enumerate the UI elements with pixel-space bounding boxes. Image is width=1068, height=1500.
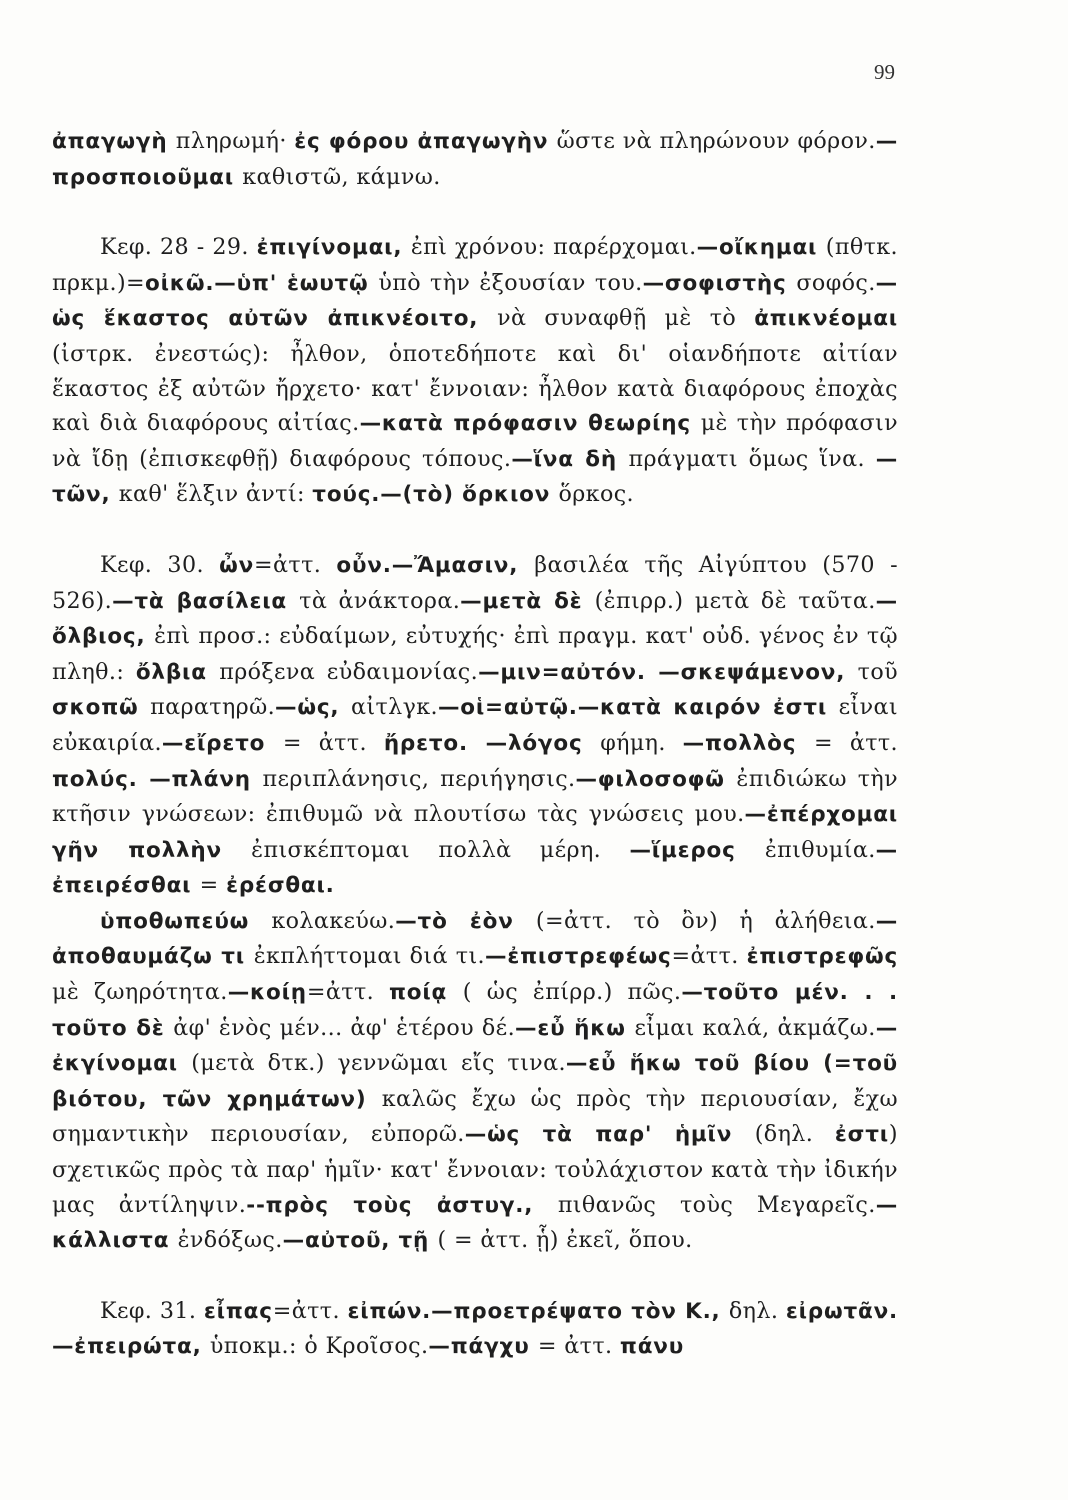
lemma-term: —ἵμερος — [629, 837, 765, 863]
lemma-term: σκοπῶ — [52, 695, 151, 721]
lemma-term: —κοίῃ — [227, 980, 307, 1006]
commentary-text — [52, 124, 898, 1365]
lemma-term: ἀπικνέομαι — [754, 306, 898, 332]
page-number: 99 — [874, 60, 895, 84]
gloss-text: ὅρκος. — [558, 481, 634, 508]
gloss-text: Κεφ. 28 - 29. — [100, 234, 257, 261]
lemma-term: ποίᾳ — [388, 980, 463, 1006]
lemma-term: —κάλλιστα — [52, 1192, 898, 1254]
gloss-text: παρατηρῶ. — [150, 694, 276, 721]
gloss-text: ) σχετικῶς πρὸς τὰ παρ' ἡμῖν· κατ' ἔννοιαν: τοὐλάχιστον κατὰ τὴν ἰδικήν μας ἀντίληψιν. — [52, 1121, 898, 1218]
gloss-text: ὥστε νὰ πληρώνουν φόρον. — [556, 128, 876, 154]
lemma-term: --πρὸς τοὺς ἀστυγ., — [246, 1192, 558, 1218]
gloss-text: =ἀττ. — [306, 979, 389, 1006]
gloss-text: εἶμαι καλά, ἀκμάζω. — [634, 1014, 876, 1041]
gloss-text: Κεφ. 31. — [100, 1297, 204, 1324]
lemma-term: —ὄλβιος, — [52, 588, 898, 650]
lemma-term: —εὖ ἥκω — [515, 1015, 635, 1041]
lemma-term: —κατὰ πρόφασιν θεωρίης — [359, 411, 701, 437]
lemma-term: —ὡς, — [275, 695, 351, 721]
lemma-term: —εἴρετο — [161, 730, 283, 756]
gloss-text: βασιλέα τῆς Αἰγύπτου (570 - 526). — [52, 551, 898, 614]
gloss-text: ( = ἀττ. ᾗ) ἐκεῖ, ὅπου. — [437, 1227, 693, 1254]
gloss-text: σοφός. — [796, 269, 876, 296]
lemma-term: —ὡς ἕκαστος αὐτῶν ἀπικνέοιτο, — [52, 270, 898, 332]
gloss-text: (ἰστρκ. ἐνεστώς): ἦλθον, ὁποτεδήποτε καὶ δι' οἱανδήποτε αἰτίαν ἕκαστος ἐξ αὐτῶν ἤρχετο· κατ' ἔννοιαν: ἦλθον κατὰ διαφόρους ἐποχὰς καὶ διὰ διαφόρους αἰτίας. — [52, 340, 898, 437]
gloss-text: =ἀττ. — [272, 1297, 348, 1324]
lemma-term: πολύς. —πλάνη — [52, 766, 263, 792]
lemma-term: —ὡς τὰ παρ' ἡμῖν — [464, 1122, 755, 1148]
paragraph — [52, 230, 898, 513]
gloss-text: = ἀττ. — [813, 729, 899, 756]
gloss-text: = ἀττ. — [282, 729, 384, 756]
gloss-text: (=ἀττ. τὸ ὂν) ἡ ἀλήθεια. — [535, 907, 876, 934]
lemma-term: —ἀποθαυμάζω τι — [52, 908, 899, 970]
gloss-text: δηλ. — [728, 1297, 786, 1324]
lemma-term: —φιλοσοφῶ — [575, 766, 737, 792]
gloss-text: τὰ ἀνάκτορα. — [299, 587, 461, 614]
gloss-text: κολακεύω. — [271, 907, 396, 934]
lemma-term: ὑποθωπεύω — [100, 908, 272, 934]
gloss-text: = ἀττ. — [537, 1333, 620, 1360]
lemma-term: ἐς φόρου ἀπαγωγὴν — [294, 129, 557, 154]
gloss-text: αἰτλγκ. — [350, 694, 438, 721]
gloss-text: (ἐπιρρ.) μετὰ δὲ ταῦτα. — [594, 587, 876, 614]
gloss-text: μὲ ζωηρότητα. — [52, 979, 228, 1006]
gloss-text: ὑποκμ.: ὁ Κροῖσος. — [209, 1333, 429, 1360]
lemma-term: ἤρετο. —λόγος — [383, 730, 601, 756]
paragraph — [52, 124, 898, 195]
paragraph — [52, 1294, 898, 1365]
gloss-text: εἶναι εὐκαιρία. — [52, 694, 898, 756]
gloss-text: φήμη. — [600, 729, 683, 756]
lemma-term: —τὰ βασίλεια — [112, 588, 300, 614]
lemma-term: οὖν.—Ἄμασιν, — [336, 552, 535, 578]
lemma-term: ἐστι — [834, 1122, 889, 1148]
lemma-term: —τῶν, — [52, 446, 898, 508]
gloss-text: = — [199, 872, 227, 899]
gloss-text: ἐπιθυμία. — [764, 836, 876, 863]
lemma-term: —μιν=αὐτόν. —σκεψάμενον, — [478, 659, 858, 685]
lemma-term: —σοφιστὴς — [642, 270, 797, 296]
lemma-term: —πολλὸς — [682, 730, 814, 756]
lemma-term: —προσποιοῦμαι — [52, 129, 899, 190]
lemma-term: εἰπών.—προετρέψατο τὸν Κ., — [347, 1298, 729, 1324]
gloss-text: τοῦ — [857, 658, 898, 685]
lemma-term: —ἵνα δὴ — [511, 446, 629, 472]
lemma-term: ἀπαγωγὴ — [52, 129, 176, 154]
lemma-term: —ἐκγίνομαι — [52, 1015, 898, 1077]
gloss-text: ( ὡς ἐπίρρ.) πῶς. — [462, 979, 682, 1006]
gloss-text: περιπλάνησις, περιήγησις. — [262, 765, 576, 792]
gloss-text: πράγματι ὅμως ἵνα. — [628, 445, 876, 472]
gloss-text: ὑπὸ τὴν ἐξουσίαν του. — [378, 269, 643, 296]
gloss-text: μὲ τὴν πρόφασιν νὰ ἴδῃ (ἐπισκεφθῇ) διαφόρους τόπους. — [52, 410, 898, 472]
gloss-text: Κεφ. 30. — [100, 551, 220, 578]
lemma-term: —ἐπειρέσθαι — [52, 837, 898, 899]
gloss-text: καθ' ἕλξιν ἀντί: — [118, 481, 313, 508]
gloss-text: (δηλ. — [754, 1121, 835, 1148]
lemma-term: ὦν — [219, 552, 255, 578]
lemma-term: —τοῦτο μέν. . . τοῦτο δὲ — [52, 980, 898, 1041]
gloss-text: καθιστῶ, κάμνω. — [242, 163, 441, 190]
lemma-term: εἰρωτᾶν.—ἐπειρώτα, — [52, 1298, 898, 1360]
gloss-text: ἐπὶ προσ.: εὐδαίμων, εὐτυχής· ἐπὶ πραγμ. κατ' οὐδ. γένος ἐν τῷ πληθ.: — [52, 623, 898, 685]
lemma-term: ἐπιγίνομαι, — [256, 235, 411, 261]
gloss-text: =ἀττ. — [254, 551, 337, 578]
lemma-term: ἐρέσθαι. — [226, 873, 335, 899]
lemma-term: πάνυ — [619, 1334, 685, 1360]
gloss-text: ἐπὶ χρόνου: παρέρχομαι. — [410, 234, 697, 261]
lemma-term: ὄλβια — [135, 659, 220, 685]
paragraph — [52, 904, 898, 1259]
gloss-text: ἐπιδιώκω τὴν κτῆσιν γνώσεων: ἐπιθυμῶ νὰ πλουτίσω τὰς γνώσεις μου. — [52, 765, 898, 828]
lemma-term: —τὸ ἐὸν — [395, 908, 536, 934]
lemma-term: —πάγχυ — [428, 1334, 538, 1360]
gloss-text: (πθτκ. πρκμ.)= — [52, 234, 898, 296]
lemma-term: οἰκῶ.—ὑπ' ἑωυτῷ — [145, 270, 379, 296]
lemma-term: —μετὰ δὲ — [460, 588, 595, 614]
gloss-text: πληρωμή· — [175, 128, 295, 154]
gloss-text: =ἀττ. — [671, 943, 747, 970]
lemma-term: —εὖ ἥκω τοῦ βίου (=τοῦ βιότου, τῶν χρημάτων) — [52, 1051, 898, 1112]
lemma-term: ἐπιστρεφῶς — [746, 944, 898, 970]
gloss-text: νὰ συναφθῇ μὲ τὸ — [497, 305, 755, 332]
lemma-term: εἶπας — [203, 1298, 273, 1324]
gloss-text: καλῶς ἔχω ὡς πρὸς τὴν περιουσίαν, ἔχω σημαντικὴν περιουσίαν, εὐπορῶ. — [52, 1085, 898, 1148]
lemma-term: —οἱ=αὐτῷ.—κατὰ καιρόν ἐστι — [437, 695, 839, 721]
paragraph — [52, 548, 898, 904]
gloss-text: ἀφ' ἑνὸς μέν... ἀφ' ἑτέρου δέ. — [173, 1014, 516, 1041]
gloss-text: πρόξενα εὐδαιμονίας. — [219, 658, 479, 685]
lemma-term: —αὐτοῦ, τῇ — [282, 1228, 438, 1254]
lemma-term: τούς.—(τὸ) ὅρκιον — [312, 482, 559, 508]
gloss-text: πιθανῶς τοὺς Μεγαρεῖς. — [557, 1191, 876, 1218]
gloss-text: ἐπισκέπτομαι πολλὰ μέρη. — [251, 836, 630, 863]
gloss-text: (μετὰ δτκ.) γεννῶμαι εἴς τινα. — [191, 1050, 566, 1077]
lemma-term: —οἴκημαι — [696, 235, 826, 261]
gloss-text: ἐκπλήττομαι διά τι. — [253, 943, 486, 970]
gloss-text: ἐνδόξως. — [177, 1227, 283, 1254]
lemma-term: —ἐπιστρεφέως — [485, 944, 672, 970]
lemma-term: —ἐπέρχομαι γῆν πολλὴν — [52, 802, 898, 863]
